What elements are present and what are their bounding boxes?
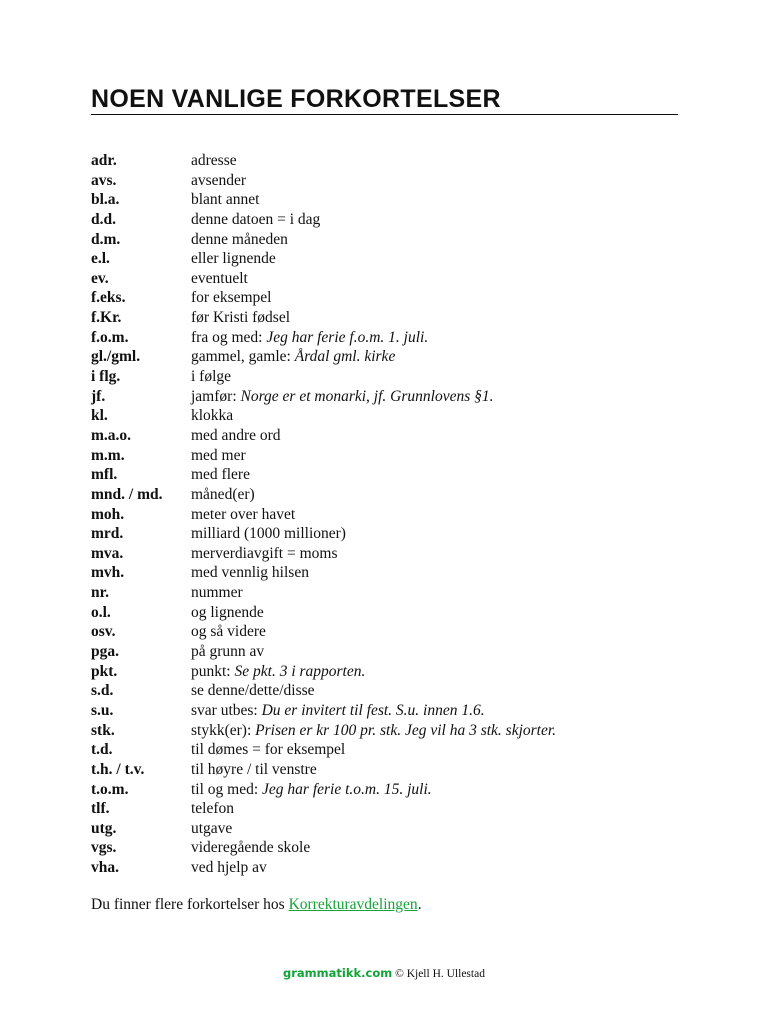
abbreviation: pkt. [91, 662, 118, 680]
meaning [191, 269, 691, 289]
meaning [191, 819, 691, 839]
usage-example: Jeg har ferie t.o.m. 15. juli. [262, 780, 432, 798]
list-item [91, 151, 691, 171]
usage-example: Jeg har ferie f.o.m. 1. juli. [266, 328, 429, 346]
meaning [191, 485, 691, 505]
list-item [91, 288, 691, 308]
meaning-text: med vennlig hilsen [191, 564, 309, 582]
list-item [91, 603, 691, 623]
meaning [191, 721, 691, 741]
meaning [191, 622, 691, 642]
usage-example: Se pkt. 3 i rapporten. [234, 662, 366, 680]
meaning-text: merverdiavgift = moms [191, 544, 338, 562]
abbreviation: moh. [91, 505, 125, 523]
abbreviation: bl.a. [91, 191, 120, 209]
meaning-text: nummer [191, 584, 243, 602]
list-item [91, 819, 691, 839]
list-item [91, 190, 691, 210]
meaning-text: avsender [191, 171, 247, 189]
abbreviation: stk. [91, 721, 115, 739]
meaning-text: til høyre / til venstre [191, 760, 317, 778]
meaning-text: punkt: [191, 662, 231, 680]
abbreviation: pga. [91, 643, 119, 661]
meaning-text: eventuelt [191, 269, 248, 287]
meaning [191, 642, 691, 662]
abbreviation: utg. [91, 819, 117, 837]
meaning [191, 288, 691, 308]
abbreviation: kl. [91, 407, 108, 425]
abbreviation: i flg. [91, 368, 121, 386]
meaning [191, 780, 691, 800]
meaning [191, 347, 691, 367]
meaning [191, 446, 691, 466]
list-item [91, 269, 691, 289]
list-item [91, 799, 691, 819]
meaning [191, 210, 691, 230]
meaning-text: fra og med: [191, 328, 263, 346]
abbreviation: vgs. [91, 839, 117, 857]
meaning-text: adresse [191, 152, 237, 169]
usage-example: Årdal gml. kirke [294, 348, 396, 366]
abbreviation: t.o.m. [91, 780, 129, 798]
abbreviation: f.o.m. [91, 328, 129, 346]
list-item [91, 838, 691, 858]
abbreviation: e.l. [91, 250, 110, 268]
abbreviation: mfl. [91, 466, 118, 484]
meaning-text: og så videre [191, 623, 266, 641]
meaning [191, 544, 691, 564]
meaning-text: med mer [191, 446, 246, 464]
page-title: NOEN VANLIGE FORKORTELSER [91, 85, 501, 113]
meaning [191, 328, 691, 348]
abbreviation: s.u. [91, 701, 114, 719]
usage-example: Norge er et monarki, jf. Grunnlovens §1. [240, 387, 494, 405]
meaning-text: gammel, gamle: [191, 348, 291, 366]
meaning [191, 524, 691, 544]
footer [0, 965, 768, 982]
meaning-text: eller lignende [191, 250, 276, 268]
abbreviation: f.eks. [91, 289, 126, 307]
meaning-text: blant annet [191, 191, 260, 209]
abbreviation: mvh. [91, 564, 125, 582]
footer-brand: grammatikk.com [283, 966, 393, 980]
list-item [91, 583, 691, 603]
meaning-text: utgave [191, 819, 233, 837]
meaning-text: ved hjelp av [191, 859, 267, 877]
meaning-text: før Kristi fødsel [191, 309, 291, 327]
abbreviation: osv. [91, 623, 116, 641]
abbreviation: o.l. [91, 603, 111, 621]
abbreviation: mnd. / md. [91, 485, 163, 503]
list-item [91, 230, 691, 250]
list-item [91, 740, 691, 760]
more-text: Du finner flere forkortelser hos [91, 896, 285, 913]
meaning-text: for eksempel [191, 289, 272, 307]
meaning [191, 603, 691, 623]
abbreviation: vha. [91, 859, 119, 877]
list-item [91, 642, 691, 662]
abbreviation: t.h. / t.v. [91, 760, 145, 778]
list-item [91, 505, 691, 525]
abbreviation: adr. [91, 152, 117, 169]
meaning [191, 701, 691, 721]
meaning [191, 230, 691, 250]
meaning-text: med flere [191, 466, 250, 484]
list-item [91, 426, 691, 446]
meaning [191, 681, 691, 701]
list-item [91, 563, 691, 583]
list-item [91, 406, 691, 426]
abbreviation: f.Kr. [91, 309, 122, 327]
meaning [191, 308, 691, 328]
meaning [191, 171, 691, 191]
meaning-text: klokka [191, 407, 234, 425]
abbreviation: nr. [91, 584, 109, 602]
list-item [91, 760, 691, 780]
meaning-text: jamfør: [191, 387, 237, 405]
meaning-text: se denne/dette/disse [191, 682, 315, 700]
meaning-text: til og med: [191, 780, 259, 798]
korrekturavdelingen-link[interactable]: Korrekturavdelingen [288, 896, 418, 913]
abbreviation-list [91, 151, 691, 878]
list-item [91, 524, 691, 544]
list-item [91, 701, 691, 721]
list-item [91, 662, 691, 682]
meaning [191, 838, 691, 858]
list-item [91, 465, 691, 485]
abbreviation: m.m. [91, 446, 125, 464]
list-item [91, 308, 691, 328]
abbreviation: jf. [91, 387, 106, 405]
abbreviation: d.d. [91, 210, 116, 228]
list-item [91, 347, 691, 367]
meaning [191, 760, 691, 780]
abbreviation: ev. [91, 269, 109, 287]
meaning [191, 563, 691, 583]
list-item [91, 249, 691, 269]
meaning-text: milliard (1000 millioner) [191, 525, 346, 543]
meaning-text: med andre ord [191, 426, 281, 444]
usage-example: Prisen er kr 100 pr. stk. Jeg vil ha 3 stk. skjorter. [255, 721, 557, 739]
list-item [91, 721, 691, 741]
meaning [191, 190, 691, 210]
footer-credit: © Kjell H. Ullestad [395, 968, 485, 980]
meaning [191, 151, 691, 171]
more-abbreviations-note [91, 895, 422, 915]
meaning [191, 662, 691, 682]
meaning [191, 505, 691, 525]
list-item [91, 328, 691, 348]
abbreviation: gl./gml. [91, 348, 141, 366]
meaning [191, 465, 691, 485]
meaning [191, 387, 691, 407]
meaning [191, 406, 691, 426]
meaning [191, 858, 691, 878]
list-item [91, 446, 691, 466]
more-suffix: . [417, 896, 422, 913]
abbreviation: mva. [91, 544, 124, 562]
meaning-text: og lignende [191, 603, 264, 621]
meaning-text: videregående skole [191, 839, 311, 857]
list-item [91, 171, 691, 191]
meaning [191, 249, 691, 269]
abbreviation: mrd. [91, 525, 124, 543]
list-item [91, 485, 691, 505]
abbreviation: avs. [91, 171, 117, 189]
usage-example: Du er invitert til fest. S.u. innen 1.6. [261, 701, 485, 719]
meaning-text: denne måneden [191, 230, 288, 248]
meaning-text: telefon [191, 800, 235, 818]
abbreviation: tlf. [91, 800, 110, 818]
meaning-text: i følge [191, 368, 232, 386]
meaning [191, 740, 691, 760]
list-item [91, 544, 691, 564]
meaning-text: svar utbes: [191, 701, 258, 719]
meaning [191, 583, 691, 603]
meaning-text: til dømes = for eksempel [191, 741, 346, 759]
meaning-text: stykk(er): [191, 721, 252, 739]
title-divider [91, 114, 678, 115]
list-item [91, 780, 691, 800]
list-item [91, 858, 691, 878]
meaning-text: denne datoen = i dag [191, 210, 321, 228]
abbreviation: m.a.o. [91, 426, 132, 444]
list-item [91, 387, 691, 407]
abbreviation: d.m. [91, 230, 121, 248]
list-item [91, 681, 691, 701]
list-item [91, 210, 691, 230]
list-item [91, 367, 691, 387]
list-item [91, 622, 691, 642]
meaning-text: meter over havet [191, 505, 296, 523]
meaning-text: måned(er) [191, 485, 255, 503]
meaning [191, 426, 691, 446]
meaning [191, 799, 691, 819]
meaning [191, 367, 691, 387]
abbreviation: t.d. [91, 741, 113, 759]
meaning-text: på grunn av [191, 643, 265, 661]
abbreviation: s.d. [91, 682, 114, 700]
